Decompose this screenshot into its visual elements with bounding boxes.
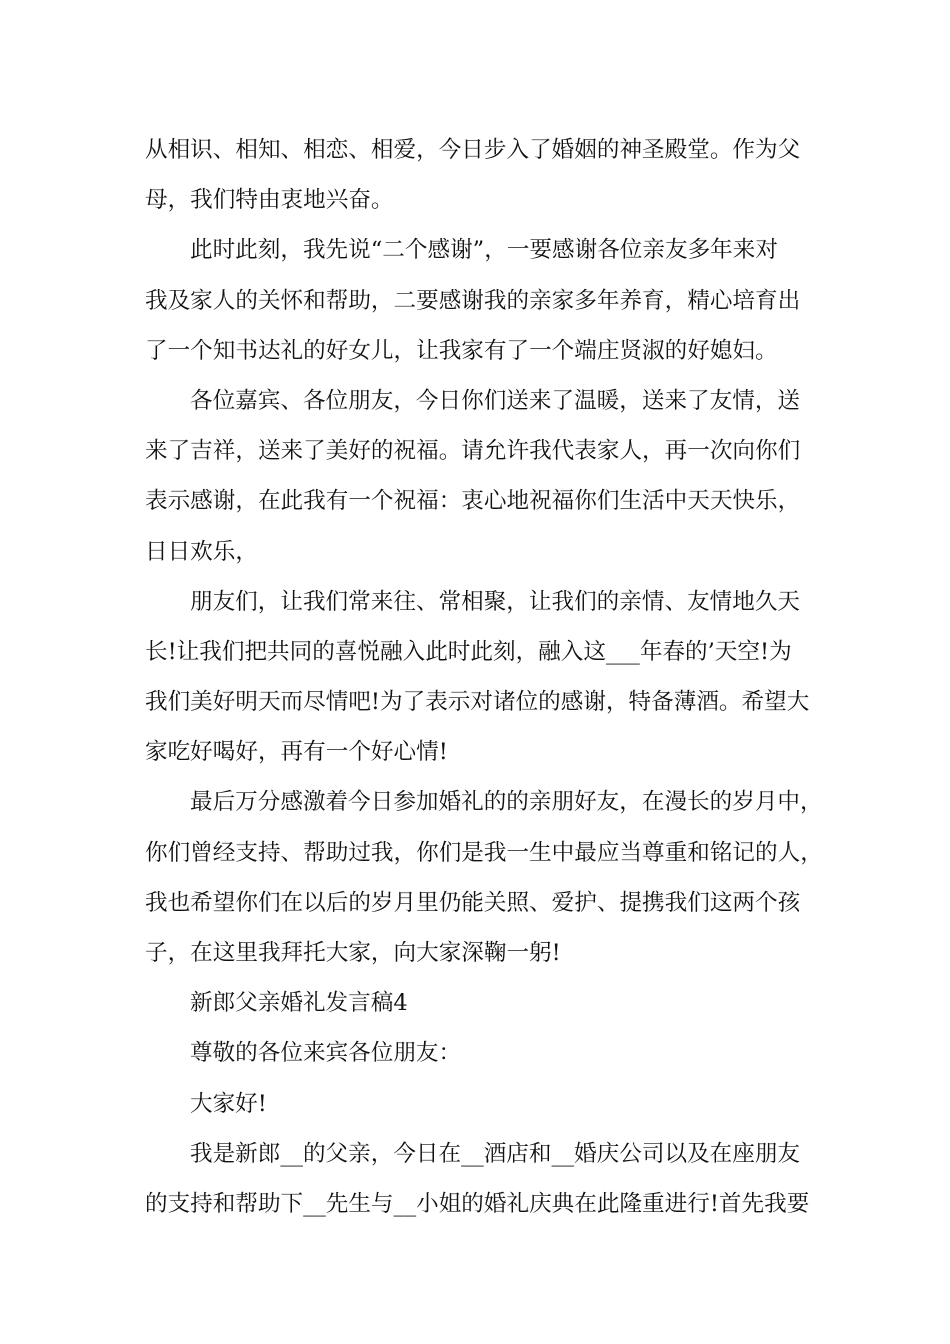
- text-line: 各位嘉宾、各位朋友，今日你们送来了温暖，送来了友情，送: [190, 387, 801, 414]
- section-heading: [145, 978, 813, 1028]
- text-line: 我是新郎__的父亲，今日在__酒店和__婚庆公司以及在座朋友: [190, 1140, 801, 1167]
- paragraph: [145, 777, 823, 978]
- text-line: 朋友们，让我们常来往、常相聚，让我们的亲情、友情地久天: [190, 588, 801, 615]
- text-line: 了一个知书达礼的好女儿，让我家有了一个端庄贤淑的好媳妇。: [145, 337, 778, 364]
- salutation: [145, 1028, 813, 1078]
- text-line: 表示感谢，在此我有一个祝福：衷心地祝福你们生活中天天快乐，: [145, 488, 801, 515]
- text-line: 最后万分感激着今日参加婚礼的的亲朋好友，在漫长的岁月中，: [190, 789, 823, 816]
- text-line: 从相识、相知、相恋、相爱，今日步入了婚姻的神圣殿堂。作为父: [145, 137, 801, 163]
- paragraph: [145, 577, 813, 778]
- text-line: 我及家人的关怀和帮助，二要感谢我的亲家多年养育，精心培育出: [145, 287, 801, 314]
- text-line: 你们曾经支持、帮助过我，你们是我一生中最应当尊重和铭记的人，: [145, 839, 823, 866]
- document-body: [145, 125, 823, 1229]
- text-line: 我们美好明天而尽情吧!为了表示对诸位的感谢，特备薄酒。希望大: [145, 689, 810, 716]
- paragraph: [145, 225, 813, 376]
- text-line: 母，我们特由衷地兴奋。: [145, 187, 394, 214]
- text-line: 家吃好喝好，再有一个好心情!: [145, 739, 448, 766]
- text-line: 尊敬的各位来宾各位朋友：: [190, 1040, 462, 1067]
- text-line: 的支持和帮助下__先生与__小姐的婚礼庆典在此隆重进行!首先我要: [145, 1190, 810, 1217]
- text-line: 日日欢乐，: [145, 538, 258, 565]
- text-line: 来了吉祥，送来了美好的祝福。请允许我代表家人，再一次向你们: [145, 438, 801, 465]
- greeting: [145, 1079, 813, 1129]
- text-line: 长!让我们把共同的喜悦融入此时此刻，融入这___年春的’天空!为: [145, 638, 792, 665]
- paragraph: [145, 376, 813, 577]
- text-line: 新郎父亲婚礼发言稿4: [190, 990, 408, 1017]
- text-line: 子，在这里我拜托大家，向大家深鞠一躬!: [145, 940, 561, 966]
- text-line: 大家好!: [190, 1090, 267, 1117]
- text-line: 我也希望你们在以后的岁月里仍能关照、爱护、提携我们这两个孩: [145, 889, 801, 916]
- paragraph: [145, 125, 813, 225]
- paragraph: [145, 1129, 813, 1229]
- text-line: 此时此刻，我先说“二个感谢”，一要感谢各位亲友多年来对: [190, 237, 778, 264]
